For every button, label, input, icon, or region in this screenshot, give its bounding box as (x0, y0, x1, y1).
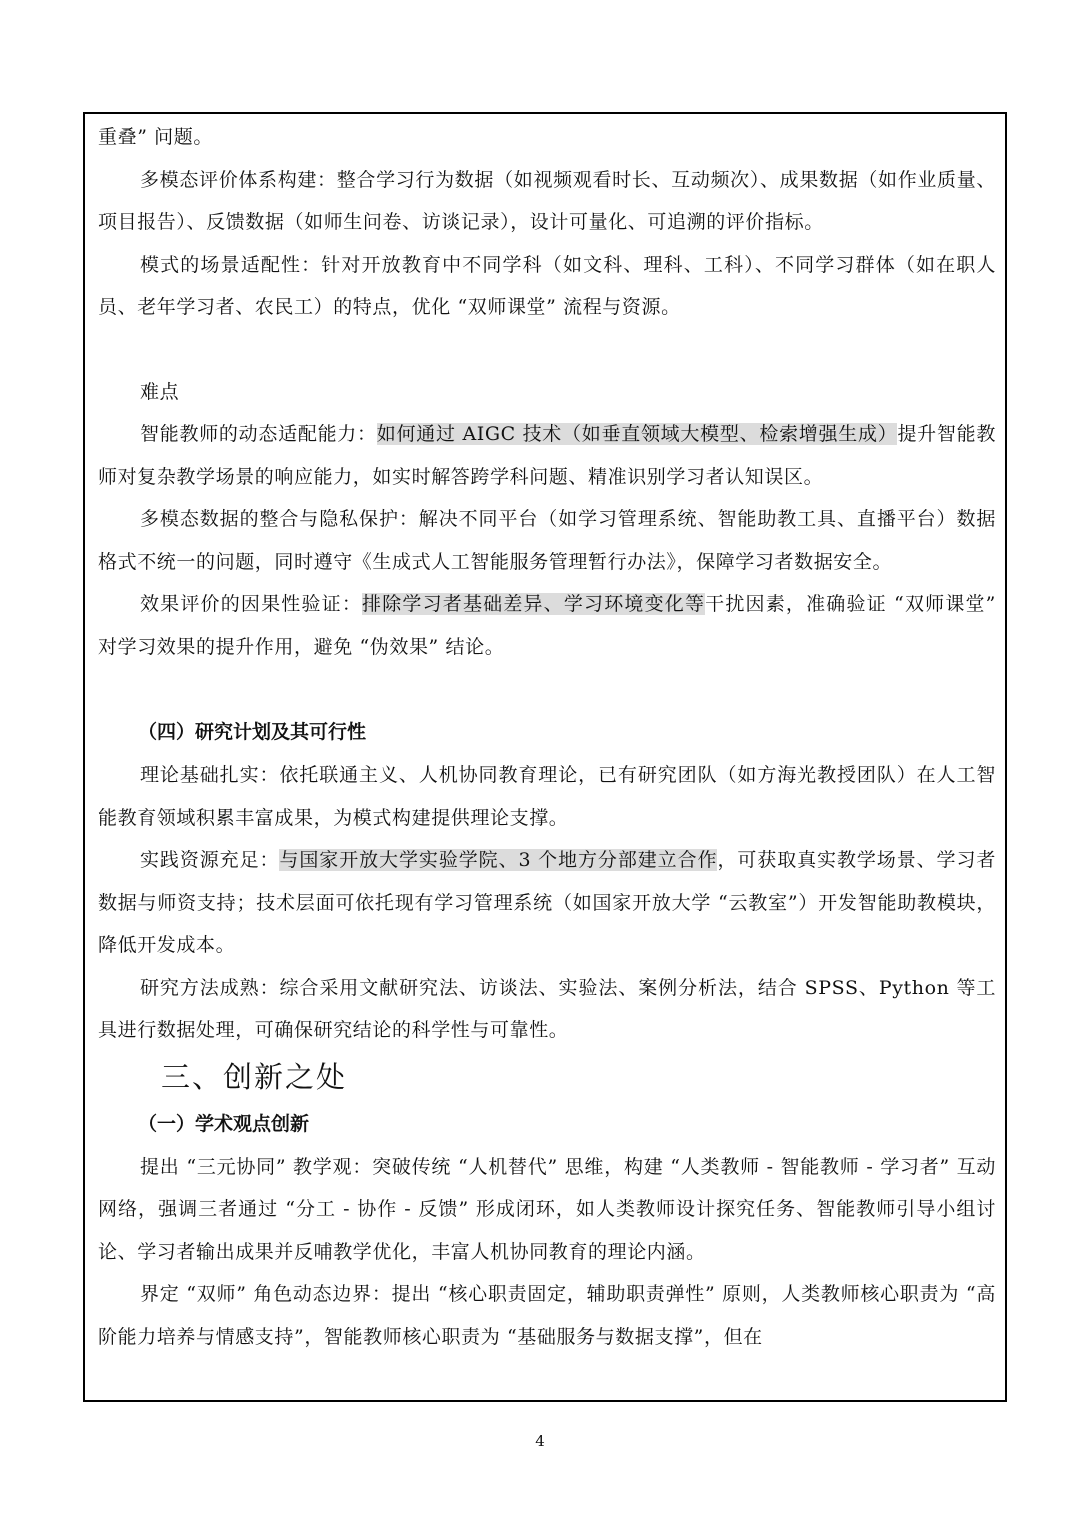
paragraph-data-privacy: 多模态数据的整合与隐私保护：解决不同平台（如学习管理系统、智能助教工具、直播平台）数据格式不统一的问题，同时遵守《生成式人工智能服务管理暂行办法》，保障学习者数据安全。 (98, 508, 996, 573)
paragraph-causal-validation: 效果评价的因果性验证：排除学习者基础差异、学习环境变化等干扰因素，准确验证 “双师课堂” 对学习效果的提升作用，避免 “伪效果” 结论。 (98, 593, 996, 658)
paragraph-practice-resources: 实践资源充足：与国家开放大学实验学院、3 个地方分部建立合作，可获取真实教学场景、学习者数据与师资支持；技术层面可依托现有学习管理系统（如国家开放大学 “云教室”）开发智能助教模块，降低开发成本。 (98, 849, 997, 956)
paragraph-multimodal-evaluation: 多模态评价体系构建：整合学习行为数据（如视频观看时长、互动频次）、成果数据（如作业质量、项目报告）、反馈数据（如师生问卷、访谈记录），设计可量化、可追溯的评价指标。 (98, 168, 996, 233)
paragraph-research-methods: 研究方法成熟：综合采用文献研究法、访谈法、实验法、案例分析法，结合 SPSS、Python 等工具进行数据处理，可确保研究结论的科学性与可靠性。 (98, 976, 996, 1041)
content-frame (83, 112, 1007, 1402)
spacer (98, 329, 996, 371)
page-number: 4 (535, 1432, 545, 1450)
section-heading-academic-innovation: （一）学术观点创新 (138, 1112, 310, 1135)
paragraph-continuation: 重叠” 问题。 (98, 126, 213, 148)
paragraph-scene-adaptability: 模式的场景适配性：针对开放教育中不同学科（如文科、理科、工科）、不同学习群体（如在职人员、老年学习者、农民工）的特点，优化 “双师课堂” 流程与资源。 (98, 253, 996, 318)
document-body (98, 116, 996, 1358)
paragraph-role-boundary: 界定 “双师” 角色动态边界：提出 “核心职责固定，辅助职责弹性” 原则，人类教师核心职责为 “高阶能力培养与情感支持”，智能教师核心职责为 “基础服务与数据支撑”，但在 (98, 1283, 996, 1348)
highlight-aigc: 如何通过 AIGC 技术（如垂直领域大模型、检索增强生成） (376, 423, 898, 445)
highlight-cooperation: 与国家开放大学实验学院、3 个地方分部建立合作 (279, 849, 718, 871)
section-heading-research-plan: （四）研究计划及其可行性 (138, 721, 367, 743)
paragraph-theory-basis: 理论基础扎实：依托联通主义、人机协同教育理论，已有研究团队（如方海光教授团队）在人工智能教育领域积累丰富成果，为模式构建提供理论支撑。 (98, 764, 996, 829)
highlight-exclusion: 排除学习者基础差异、学习环境变化等 (362, 593, 706, 615)
chapter-heading-innovation: 三、创新之处 (161, 1059, 348, 1094)
difficulty-heading: 难点 (140, 380, 180, 403)
spacer (98, 668, 996, 710)
paragraph-dynamic-adaptation: 智能教师的动态适配能力：如何通过 AIGC 技术（如垂直领域大模型、检索增强生成）提升智能教师对复杂教学场景的响应能力，如实时解答跨学科问题、精准识别学习者认知误区。 (98, 423, 996, 488)
paragraph-tri-collaboration: 提出 “三元协同” 教学观：突破传统 “人机替代” 思维，构建 “人类教师 - 智能教师 - 学习者” 互动网络，强调三者通过 “分工 - 协作 - 反馈” 形成闭环，如人类教师设计探究任务、智能教师引导小组讨论、学习者输出成果并反哺教学优化，丰富人机协同教育的理论内涵。 (98, 1155, 996, 1263)
